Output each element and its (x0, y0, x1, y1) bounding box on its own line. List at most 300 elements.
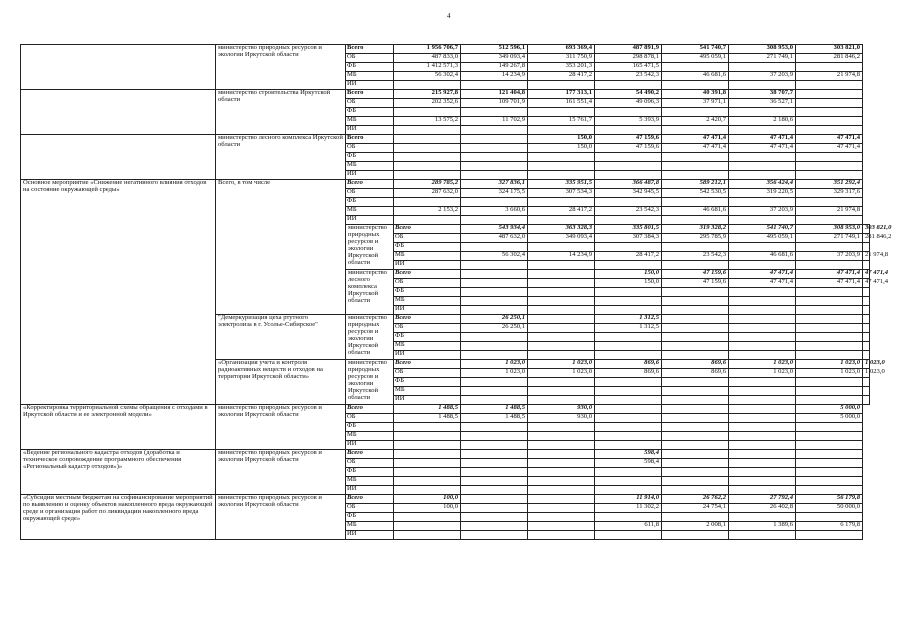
source-cell: ОБ (394, 279, 461, 288)
executor-cell: министерство лесного комплекса Иркутской области (216, 135, 346, 180)
value-cell: 1 023,0 (796, 369, 863, 378)
value-cell (595, 405, 662, 414)
value-cell (729, 477, 796, 486)
value-cell (528, 432, 595, 441)
source-cell: ФБ (346, 513, 394, 522)
value-cell: 311 750,9 (528, 54, 595, 63)
value-cell (595, 162, 662, 171)
value-cell (394, 135, 461, 144)
source-cell: ИИ (346, 441, 394, 450)
value-cell (796, 531, 863, 540)
value-cell (394, 450, 461, 459)
value-cell: 487 891,9 (595, 45, 662, 54)
value-cell: 56 302,4 (461, 252, 528, 261)
value-cell (729, 405, 796, 414)
value-cell: 543 934,4 (461, 225, 528, 234)
value-cell: 47 159,6 (662, 270, 729, 279)
value-cell (729, 396, 796, 405)
value-cell (461, 279, 528, 288)
value-cell (662, 432, 729, 441)
source-cell: Всего (346, 135, 394, 144)
value-cell: 23 542,3 (595, 207, 662, 216)
value-cell (662, 459, 729, 468)
value-cell: 2 008,1 (662, 522, 729, 531)
value-cell: 11 914,0 (595, 495, 662, 504)
source-cell: ФБ (346, 108, 394, 117)
value-cell (796, 162, 863, 171)
executor-cell: министерство природных ресурсов и экологии Иркутской области (216, 405, 346, 450)
value-cell: 46 681,6 (729, 252, 796, 261)
source-cell: МБ (346, 207, 394, 216)
source-cell: ФБ (394, 378, 461, 387)
value-cell (796, 315, 863, 324)
value-cell: 495 059,1 (729, 234, 796, 243)
value-cell (662, 315, 729, 324)
executor-cell: министерство природных ресурсов и экологии Иркутской области (216, 495, 346, 540)
value-cell (461, 270, 528, 279)
value-cell (863, 396, 870, 405)
value-cell: 342 945,5 (595, 189, 662, 198)
value-cell (528, 450, 595, 459)
value-cell: 26 250,1 (461, 324, 528, 333)
value-cell (394, 432, 461, 441)
source-cell: Всего (394, 225, 461, 234)
value-cell (662, 450, 729, 459)
value-cell (796, 288, 863, 297)
value-cell: 47 471,4 (796, 270, 863, 279)
source-cell: ФБ (346, 153, 394, 162)
value-cell: 149 267,8 (461, 63, 528, 72)
value-cell (394, 468, 461, 477)
value-cell (729, 441, 796, 450)
value-cell: 150,0 (595, 270, 662, 279)
value-cell: 307 384,3 (595, 234, 662, 243)
value-cell: 869,6 (662, 360, 729, 369)
value-cell (394, 522, 461, 531)
value-cell: 13 575,2 (394, 117, 461, 126)
value-cell (595, 342, 662, 351)
table-row (21, 450, 870, 459)
value-cell: 47 159,6 (595, 135, 662, 144)
value-cell (394, 531, 461, 540)
value-cell: 271 749,1 (729, 54, 796, 63)
source-cell: ФБ (346, 423, 394, 432)
value-cell: 281 846,2 (863, 234, 870, 243)
value-cell (595, 297, 662, 306)
value-cell: 15 761,7 (528, 117, 595, 126)
value-cell (528, 495, 595, 504)
value-cell (796, 117, 863, 126)
value-cell (662, 333, 729, 342)
value-cell (662, 324, 729, 333)
source-cell: ИИ (346, 216, 394, 225)
value-cell: 23 542,3 (595, 72, 662, 81)
source-cell: ИИ (394, 306, 461, 315)
value-cell: 598,4 (595, 450, 662, 459)
value-cell: 21 974,8 (796, 72, 863, 81)
value-cell: 1 312,5 (595, 315, 662, 324)
event-cell: Основное мероприятие «Снижение негативного влияния отходов на состояние окружающей среды» (21, 180, 216, 405)
value-cell: 1 023,0 (528, 369, 595, 378)
value-cell (729, 153, 796, 162)
source-cell: ОБ (346, 144, 394, 153)
value-cell: 930,0 (528, 414, 595, 423)
value-cell (863, 324, 870, 333)
source-cell: ОБ (346, 504, 394, 513)
value-cell: 54 490,2 (595, 90, 662, 99)
value-cell (528, 459, 595, 468)
value-cell: 271 749,1 (796, 234, 863, 243)
value-cell: 47 471,4 (662, 144, 729, 153)
value-cell: 100,0 (394, 495, 461, 504)
value-cell: 2 180,6 (729, 117, 796, 126)
value-cell (528, 441, 595, 450)
value-cell (528, 306, 595, 315)
event-cell: «Субсидии местным бюджетам на софинансирование мероприятий по выявлению и оценку объектов накопленного вреда окружающей среде и организация работ по ликвидации накопленного вреда окружающей среде» (21, 495, 216, 540)
value-cell (528, 261, 595, 270)
value-cell: 487 632,0 (461, 234, 528, 243)
value-cell (863, 387, 870, 396)
value-cell: 327 836,1 (461, 180, 528, 189)
source-cell: ОБ (346, 99, 394, 108)
value-cell (729, 315, 796, 324)
value-cell (729, 342, 796, 351)
value-cell: 26 250,1 (461, 315, 528, 324)
value-cell (863, 378, 870, 387)
value-cell: 1 956 706,7 (394, 45, 461, 54)
value-cell (528, 270, 595, 279)
value-cell: 295 785,9 (662, 234, 729, 243)
source-cell: ОБ (394, 324, 461, 333)
value-cell: 26 762,2 (662, 495, 729, 504)
value-cell (394, 441, 461, 450)
value-cell: 495 059,1 (662, 54, 729, 63)
value-cell (528, 324, 595, 333)
value-cell: 47 159,6 (662, 279, 729, 288)
value-cell: 24 754,1 (662, 504, 729, 513)
value-cell (461, 522, 528, 531)
value-cell: 21 974,8 (796, 207, 863, 216)
source-cell: ИИ (346, 126, 394, 135)
value-cell: 1 312,5 (595, 324, 662, 333)
value-cell (796, 342, 863, 351)
value-cell (461, 153, 528, 162)
source-cell: ФБ (346, 63, 394, 72)
source-cell: ОБ (394, 369, 461, 378)
value-cell (394, 423, 461, 432)
value-cell (528, 342, 595, 351)
value-cell (729, 450, 796, 459)
value-cell (461, 513, 528, 522)
executor-cell: Всего, в том числе (216, 180, 346, 315)
event-cell: «Ведение регионального кадастра отходов (доработка и техническое сопровождение программного обеспечения «Региональный кадастр отходов»)» (21, 450, 216, 495)
value-cell (729, 162, 796, 171)
value-cell (863, 333, 870, 342)
source-cell: Всего (346, 450, 394, 459)
source-cell: ФБ (394, 243, 461, 252)
value-cell: 37 203,9 (729, 207, 796, 216)
value-cell: 28 417,2 (528, 207, 595, 216)
source-cell: ИИ (346, 81, 394, 90)
value-cell (461, 504, 528, 513)
value-cell: 541 740,7 (729, 225, 796, 234)
value-cell (528, 486, 595, 495)
value-cell (729, 423, 796, 432)
value-cell (461, 126, 528, 135)
value-cell: 1 488,5 (461, 414, 528, 423)
value-cell (729, 414, 796, 423)
value-cell: 28 417,2 (528, 72, 595, 81)
value-cell (461, 342, 528, 351)
value-cell (796, 468, 863, 477)
value-cell: 47 471,4 (729, 144, 796, 153)
executor-cell: министерство природных ресурсов и экологии Иркутской области (346, 315, 394, 360)
value-cell: 303 821,0 (863, 225, 870, 234)
value-cell: 47 471,4 (662, 135, 729, 144)
value-cell: 1 023,0 (863, 369, 870, 378)
value-cell (461, 477, 528, 486)
value-cell (394, 477, 461, 486)
value-cell (595, 153, 662, 162)
value-cell: 1 412 571,3 (394, 63, 461, 72)
source-cell: ФБ (346, 468, 394, 477)
value-cell: 150,0 (528, 144, 595, 153)
value-cell (461, 387, 528, 396)
source-cell: Всего (394, 360, 461, 369)
executor-cell: министерство природных ресурсов и экологии Иркутской области (346, 360, 394, 405)
value-cell: 869,6 (662, 369, 729, 378)
event-cell: «Организация учета и контроля радиоактивных веществ и отходов на территории Иркутской области» (216, 360, 346, 405)
value-cell (729, 297, 796, 306)
value-cell (461, 486, 528, 495)
value-cell (528, 513, 595, 522)
value-cell (461, 432, 528, 441)
value-cell: 11 702,9 (461, 117, 528, 126)
value-cell (528, 333, 595, 342)
value-cell (662, 414, 729, 423)
value-cell (662, 306, 729, 315)
value-cell: 366 487,8 (595, 180, 662, 189)
value-cell: 47 471,4 (729, 279, 796, 288)
value-cell (461, 144, 528, 153)
value-cell (595, 468, 662, 477)
value-cell (863, 306, 870, 315)
value-cell: 541 740,7 (662, 45, 729, 54)
source-cell: Всего (394, 270, 461, 279)
value-cell (461, 261, 528, 270)
value-cell: 14 234,9 (528, 252, 595, 261)
value-cell (461, 459, 528, 468)
source-cell: ОБ (346, 54, 394, 63)
value-cell (595, 477, 662, 486)
value-cell (528, 153, 595, 162)
value-cell (528, 288, 595, 297)
value-cell: 21 974,8 (863, 252, 870, 261)
value-cell (662, 153, 729, 162)
value-cell: 5 000,0 (796, 414, 863, 423)
value-cell: 329 317,6 (796, 189, 863, 198)
value-cell (461, 162, 528, 171)
value-cell (796, 477, 863, 486)
value-cell (595, 396, 662, 405)
value-cell (662, 342, 729, 351)
value-cell: 693 369,4 (528, 45, 595, 54)
source-cell: МБ (394, 342, 461, 351)
value-cell (461, 378, 528, 387)
value-cell (528, 378, 595, 387)
event-cell (21, 90, 216, 135)
funding-table (20, 44, 892, 540)
source-cell: Всего (346, 90, 394, 99)
source-cell: Всего (346, 405, 394, 414)
value-cell (796, 153, 863, 162)
value-cell: 47 471,4 (796, 279, 863, 288)
source-cell: Всего (394, 315, 461, 324)
value-cell (595, 288, 662, 297)
executor-cell: министерство лесного комплекса Иркутской области (346, 270, 394, 315)
value-cell: 487 833,0 (394, 54, 461, 63)
value-cell (461, 288, 528, 297)
value-cell (662, 162, 729, 171)
value-cell: 109 701,9 (461, 99, 528, 108)
value-cell (863, 315, 870, 324)
value-cell: 5 393,9 (595, 117, 662, 126)
value-cell (729, 432, 796, 441)
value-cell: 1 389,6 (729, 522, 796, 531)
value-cell: 308 953,0 (796, 225, 863, 234)
value-cell: 37 971,1 (662, 99, 729, 108)
value-cell (528, 423, 595, 432)
value-cell (796, 108, 863, 117)
value-cell: 298 878,1 (595, 54, 662, 63)
event-cell: "Демеркуризация цеха ртутного электролиза в г. Усолье-Сибирское" (216, 315, 346, 360)
value-cell (394, 513, 461, 522)
value-cell: 47 471,4 (729, 135, 796, 144)
value-cell (729, 333, 796, 342)
executor-cell: министерство природных ресурсов и экологии Иркутской области (346, 225, 394, 270)
value-cell: 38 707,7 (729, 90, 796, 99)
value-cell: 6 179,8 (796, 522, 863, 531)
value-cell (528, 522, 595, 531)
table-body (21, 44, 892, 540)
value-cell: 2 420,7 (662, 117, 729, 126)
value-cell (796, 324, 863, 333)
value-cell (595, 432, 662, 441)
value-cell (528, 504, 595, 513)
value-cell: 161 551,4 (528, 99, 595, 108)
value-cell (796, 423, 863, 432)
value-cell (461, 531, 528, 540)
source-cell: ИИ (394, 351, 461, 360)
value-cell (528, 315, 595, 324)
value-cell (863, 297, 870, 306)
value-cell: 49 096,3 (595, 99, 662, 108)
value-cell: 46 681,6 (662, 207, 729, 216)
value-cell: 363 328,3 (528, 225, 595, 234)
value-cell: 308 953,0 (729, 45, 796, 54)
value-cell: 165 471,5 (595, 63, 662, 72)
executor-cell: министерство природных ресурсов и экологии Иркутской области (216, 450, 346, 495)
value-cell: 5 000,0 (796, 405, 863, 414)
value-cell: 289 785,2 (394, 180, 461, 189)
value-cell (796, 441, 863, 450)
source-cell: ФБ (394, 288, 461, 297)
value-cell: 202 352,6 (394, 99, 461, 108)
source-cell: МБ (394, 297, 461, 306)
value-cell: 47 471,4 (796, 144, 863, 153)
source-cell: МБ (346, 162, 394, 171)
value-cell (461, 423, 528, 432)
value-cell: 589 212,1 (662, 180, 729, 189)
value-cell: 46 681,6 (662, 72, 729, 81)
value-cell: 869,6 (595, 360, 662, 369)
value-cell: 27 792,4 (729, 495, 796, 504)
value-cell (394, 153, 461, 162)
value-cell (796, 99, 863, 108)
value-cell (796, 387, 863, 396)
value-cell (662, 477, 729, 486)
value-cell (595, 423, 662, 432)
value-cell (662, 441, 729, 450)
executor-cell: министерство строительства Иркутской области (216, 90, 346, 135)
source-cell: МБ (346, 477, 394, 486)
value-cell: 47 471,4 (796, 135, 863, 144)
value-cell (662, 378, 729, 387)
value-cell (729, 306, 796, 315)
value-cell (394, 126, 461, 135)
value-cell (662, 297, 729, 306)
value-cell: 37 203,9 (729, 72, 796, 81)
value-cell (595, 531, 662, 540)
value-cell: 324 175,5 (461, 189, 528, 198)
event-cell (21, 135, 216, 180)
source-cell: Всего (346, 45, 394, 54)
value-cell: 353 201,3 (528, 63, 595, 72)
value-cell: 3 660,6 (461, 207, 528, 216)
value-cell (461, 468, 528, 477)
value-cell (662, 288, 729, 297)
source-cell: ИИ (346, 171, 394, 180)
source-cell: ФБ (346, 198, 394, 207)
value-cell (796, 90, 863, 99)
value-cell: 335 951,5 (528, 180, 595, 189)
value-cell (863, 342, 870, 351)
value-cell: 349 093,4 (461, 54, 528, 63)
value-cell: 1 023,0 (796, 360, 863, 369)
value-cell: 1 023,0 (461, 369, 528, 378)
value-cell: 56 179,8 (796, 495, 863, 504)
value-cell: 177 313,1 (528, 90, 595, 99)
source-cell: МБ (346, 72, 394, 81)
value-cell (729, 387, 796, 396)
source-cell: МБ (346, 522, 394, 531)
value-cell (528, 297, 595, 306)
value-cell: 307 534,3 (528, 189, 595, 198)
value-cell: 1 488,5 (461, 405, 528, 414)
value-cell (461, 495, 528, 504)
value-cell: 611,8 (595, 522, 662, 531)
value-cell: 56 302,4 (394, 72, 461, 81)
value-cell (461, 333, 528, 342)
value-cell: 287 632,0 (394, 189, 461, 198)
value-cell (796, 297, 863, 306)
value-cell: 2 153,2 (394, 207, 461, 216)
value-cell: 351 292,4 (796, 180, 863, 189)
value-cell: 150,0 (595, 279, 662, 288)
value-cell: 1 488,5 (394, 405, 461, 414)
value-cell (796, 432, 863, 441)
source-cell: МБ (346, 432, 394, 441)
